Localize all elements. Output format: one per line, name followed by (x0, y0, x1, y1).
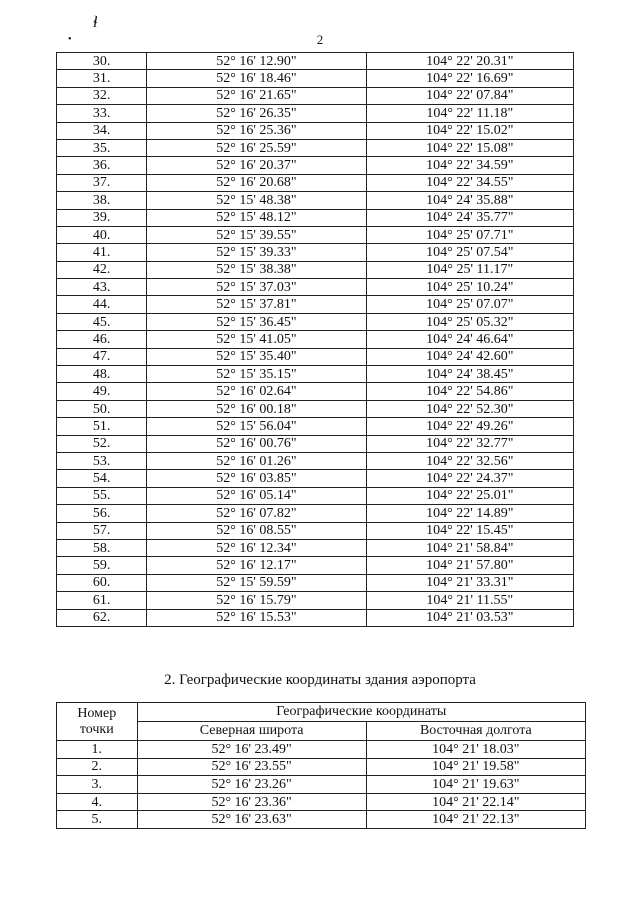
latitude-cell: 52° 15' 41.05" (147, 331, 366, 348)
table-row (57, 87, 574, 104)
latitude-cell: 52° 15' 37.03" (147, 279, 366, 296)
point-number-cell: 53. (57, 452, 147, 469)
table-row (57, 505, 574, 522)
latitude-cell: 52° 16' 03.85" (147, 470, 366, 487)
table-row (57, 279, 574, 296)
latitude-cell: 52° 15' 37.81" (147, 296, 366, 313)
longitude-cell: 104° 22' 14.89" (366, 505, 573, 522)
longitude-cell: 104° 25' 10.24" (366, 279, 573, 296)
longitude-cell: 104° 22' 49.26" (366, 418, 573, 435)
longitude-cell: 104° 25' 05.32" (366, 313, 573, 330)
longitude-cell: 104° 22' 25.01" (366, 487, 573, 504)
longitude-cell: 104° 21' 57.80" (366, 557, 573, 574)
point-number-cell: 56. (57, 505, 147, 522)
point-number-cell: 44. (57, 296, 147, 313)
table-row (57, 793, 586, 811)
point-number-cell: 51. (57, 418, 147, 435)
longitude-cell: 104° 24' 35.88" (366, 192, 573, 209)
latitude-cell: 52° 16' 12.34" (147, 539, 366, 556)
longitude-cell: 104° 21' 22.14" (366, 793, 585, 811)
longitude-cell: 104° 21' 19.58" (366, 758, 585, 776)
longitude-cell: 104° 22' 16.69" (366, 70, 573, 87)
point-number-cell: 59. (57, 557, 147, 574)
longitude-cell: 104° 24' 46.64" (366, 331, 573, 348)
longitude-cell: 104° 21' 18.03" (366, 741, 585, 759)
handwritten-mark: ɬ (91, 13, 99, 32)
header-east-longitude: Восточная долгота (366, 722, 585, 741)
latitude-cell: 52° 15' 48.38" (147, 192, 366, 209)
latitude-cell: 52° 16' 23.49" (137, 741, 366, 759)
point-number-cell: 40. (57, 226, 147, 243)
latitude-cell: 52° 16' 15.79" (147, 592, 366, 609)
point-number-cell: 60. (57, 574, 147, 591)
latitude-cell: 52° 15' 59.59" (147, 574, 366, 591)
scan-dot: • (68, 34, 72, 45)
latitude-cell: 52° 16' 00.76" (147, 435, 366, 452)
table-row (57, 400, 574, 417)
coordinates-table-body (57, 53, 574, 627)
point-number-cell: 5. (57, 811, 138, 829)
latitude-cell: 52° 16' 05.14" (147, 487, 366, 504)
table-row (57, 452, 574, 469)
latitude-cell: 52° 15' 48.12" (147, 209, 366, 226)
longitude-cell: 104° 21' 22.13" (366, 811, 585, 829)
point-number-cell: 34. (57, 122, 147, 139)
longitude-cell: 104° 22' 20.31" (366, 53, 573, 70)
boundary-coordinates-table (56, 52, 574, 627)
longitude-cell: 104° 22' 52.30" (366, 400, 573, 417)
latitude-cell: 52° 16' 23.36" (137, 793, 366, 811)
table-row (57, 157, 574, 174)
latitude-cell: 52° 15' 35.15" (147, 366, 366, 383)
airport-building-coordinates-table (56, 702, 586, 829)
point-number-cell: 54. (57, 470, 147, 487)
point-number-cell: 62. (57, 609, 147, 626)
longitude-cell: 104° 22' 11.18" (366, 105, 573, 122)
table-row (57, 70, 574, 87)
latitude-cell: 52° 16' 23.55" (137, 758, 366, 776)
longitude-cell: 104° 25' 07.71" (366, 226, 573, 243)
longitude-cell: 104° 22' 15.08" (366, 139, 573, 156)
table-row (57, 539, 574, 556)
table-row (57, 574, 574, 591)
point-number-cell: 50. (57, 400, 147, 417)
longitude-cell: 104° 22' 15.02" (366, 122, 573, 139)
point-number-cell: 3. (57, 776, 138, 794)
table-row (57, 609, 574, 626)
latitude-cell: 52° 16' 26.35" (147, 105, 366, 122)
point-number-cell: 42. (57, 261, 147, 278)
latitude-cell: 52° 15' 39.55" (147, 226, 366, 243)
longitude-cell: 104° 22' 15.45" (366, 522, 573, 539)
table-row (57, 557, 574, 574)
latitude-cell: 52° 16' 23.63" (137, 811, 366, 829)
header-point-number-line1: Номер (77, 705, 117, 721)
point-number-cell: 61. (57, 592, 147, 609)
table-row (57, 348, 574, 365)
latitude-cell: 52° 16' 08.55" (147, 522, 366, 539)
latitude-cell: 52° 16' 20.68" (147, 174, 366, 191)
table-row (57, 592, 574, 609)
point-number-cell: 47. (57, 348, 147, 365)
table-row (57, 53, 574, 70)
table-row (57, 226, 574, 243)
point-number-cell: 46. (57, 331, 147, 348)
latitude-cell: 52° 16' 15.53" (147, 609, 366, 626)
point-number-cell: 33. (57, 105, 147, 122)
page-number: 2 (316, 32, 324, 47)
point-number-cell: 41. (57, 244, 147, 261)
point-number-cell: 45. (57, 313, 147, 330)
table-row (57, 139, 574, 156)
point-number-cell: 2. (57, 758, 138, 776)
longitude-cell: 104° 22' 54.86" (366, 383, 573, 400)
point-number-cell: 30. (57, 53, 147, 70)
table-row (57, 174, 574, 191)
table-row (57, 366, 574, 383)
table-row (57, 105, 574, 122)
latitude-cell: 52° 16' 18.46" (147, 70, 366, 87)
longitude-cell: 104° 24' 35.77" (366, 209, 573, 226)
point-number-cell: 31. (57, 70, 147, 87)
longitude-cell: 104° 22' 32.77" (366, 435, 573, 452)
latitude-cell: 52° 16' 12.17" (147, 557, 366, 574)
latitude-cell: 52° 15' 35.40" (147, 348, 366, 365)
point-number-cell: 38. (57, 192, 147, 209)
longitude-cell: 104° 25' 11.17" (366, 261, 573, 278)
point-number-cell: 4. (57, 793, 138, 811)
latitude-cell: 52° 16' 12.90" (147, 53, 366, 70)
table-row (57, 122, 574, 139)
longitude-cell: 104° 22' 24.37" (366, 470, 573, 487)
point-number-cell: 32. (57, 87, 147, 104)
header-point-number (57, 703, 138, 741)
table-row (57, 383, 574, 400)
point-number-cell: 58. (57, 539, 147, 556)
table-row (57, 522, 574, 539)
longitude-cell: 104° 21' 03.53" (366, 609, 573, 626)
header-north-latitude: Северная широта (137, 722, 366, 741)
longitude-cell: 104° 22' 34.55" (366, 174, 573, 191)
header-point-number-line2: точки (79, 721, 114, 737)
table-row (57, 811, 586, 829)
latitude-cell: 52° 16' 20.37" (147, 157, 366, 174)
table-row (57, 296, 574, 313)
latitude-cell: 52° 15' 56.04" (147, 418, 366, 435)
longitude-cell: 104° 21' 19.63" (366, 776, 585, 794)
longitude-cell: 104° 25' 07.07" (366, 296, 573, 313)
section-title: 2. Географические координаты здания аэропорта (164, 672, 476, 688)
point-number-cell: 49. (57, 383, 147, 400)
latitude-cell: 52° 16' 25.59" (147, 139, 366, 156)
latitude-cell: 52° 16' 02.64" (147, 383, 366, 400)
table-row (57, 487, 574, 504)
latitude-cell: 52° 16' 21.65" (147, 87, 366, 104)
airport-table-body (57, 741, 586, 829)
airport-table-header (57, 703, 586, 741)
point-number-cell: 43. (57, 279, 147, 296)
longitude-cell: 104° 22' 07.84" (366, 87, 573, 104)
table-row (57, 192, 574, 209)
latitude-cell: 52° 15' 36.45" (147, 313, 366, 330)
latitude-cell: 52° 15' 39.33" (147, 244, 366, 261)
point-number-cell: 52. (57, 435, 147, 452)
longitude-cell: 104° 24' 42.60" (366, 348, 573, 365)
table-row (57, 435, 574, 452)
table-row (57, 331, 574, 348)
table-row (57, 209, 574, 226)
point-number-cell: 55. (57, 487, 147, 504)
point-number-cell: 57. (57, 522, 147, 539)
table-row (57, 261, 574, 278)
point-number-cell: 39. (57, 209, 147, 226)
table-row (57, 244, 574, 261)
table-row (57, 758, 586, 776)
latitude-cell: 52° 15' 38.38" (147, 261, 366, 278)
latitude-cell: 52° 16' 25.36" (147, 122, 366, 139)
point-number-cell: 37. (57, 174, 147, 191)
latitude-cell: 52° 16' 00.18" (147, 400, 366, 417)
longitude-cell: 104° 24' 38.45" (366, 366, 573, 383)
latitude-cell: 52° 16' 01.26" (147, 452, 366, 469)
point-number-cell: 36. (57, 157, 147, 174)
table-row (57, 776, 586, 794)
point-number-cell: 35. (57, 139, 147, 156)
longitude-cell: 104° 25' 07.54" (366, 244, 573, 261)
longitude-cell: 104° 21' 33.31" (366, 574, 573, 591)
table-row (57, 470, 574, 487)
table-row (57, 313, 574, 330)
point-number-cell: 1. (57, 741, 138, 759)
latitude-cell: 52° 16' 07.82" (147, 505, 366, 522)
latitude-cell: 52° 16' 23.26" (137, 776, 366, 794)
longitude-cell: 104° 22' 34.59" (366, 157, 573, 174)
longitude-cell: 104° 22' 32.56" (366, 452, 573, 469)
table-row (57, 741, 586, 759)
header-geo-coordinates: Географические координаты (137, 703, 585, 722)
point-number-cell: 48. (57, 366, 147, 383)
longitude-cell: 104° 21' 11.55" (366, 592, 573, 609)
longitude-cell: 104° 21' 58.84" (366, 539, 573, 556)
table-row (57, 418, 574, 435)
